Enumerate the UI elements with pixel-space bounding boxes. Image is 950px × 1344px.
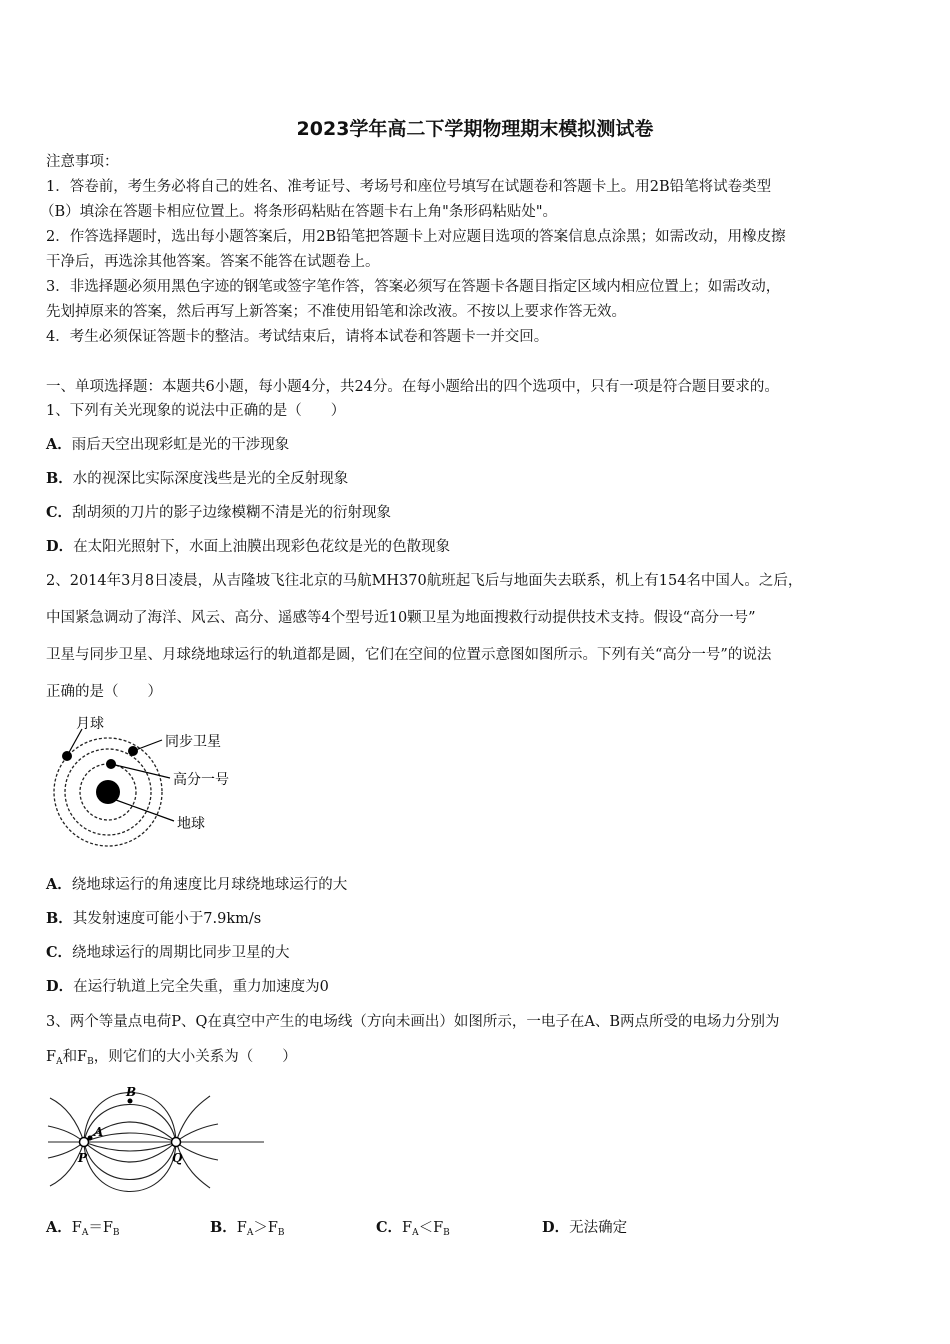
notice-line: 先划掉原来的答案，然后再写上新答案；不准使用铅笔和涂改液。不按以上要求作答无效。 xyxy=(46,304,626,320)
q3-option-a xyxy=(46,1218,120,1243)
option-text: 其发射速度可能小于7.9km/s xyxy=(72,911,262,927)
option-label: D． xyxy=(46,538,74,555)
notice-heading: 注意事项： xyxy=(46,154,119,170)
exam-title: 2023学年高二下学期物理期末模拟测试卷 xyxy=(296,118,654,140)
notice-line: 2．作答选择题时，选出每小题答案后，用2B铅笔把答题卡上对应题目选项的答案信息点涂黑；如需改动，用橡皮擦 xyxy=(46,229,786,245)
charge-q xyxy=(172,1138,181,1147)
moon-label: 月球 xyxy=(76,716,104,732)
q1-stem: 1、下列有关光现象的说法中正确的是（ ） xyxy=(46,403,346,419)
option-text: F xyxy=(433,1220,444,1236)
option-label: A． xyxy=(46,1219,72,1236)
q2-option-b xyxy=(46,909,261,929)
option-text: 无法确定 xyxy=(569,1220,628,1236)
option-label: B． xyxy=(46,910,73,927)
gaofen-label: 高分一号 xyxy=(173,772,229,788)
q1-option-a xyxy=(46,435,289,455)
sync-leader xyxy=(133,740,162,751)
option-text: 在太阳光照射下，水面上油膜出现彩色花纹是光的色散现象 xyxy=(73,539,451,555)
option-text: 刮胡须的刀片的影子边缘模糊不清是光的衍射现象 xyxy=(72,505,392,521)
field-line-diagram xyxy=(46,1082,266,1202)
notice-line: （B）填涂在答题卡相应位置上。将条形码粘贴在答题卡右上角"条形码粘贴处"。 xyxy=(40,204,557,220)
earth-leader xyxy=(116,800,174,821)
subscript: B xyxy=(87,1057,94,1067)
section-heading: 一、单项选择题：本题共6小题，每小题4分，共24分。在每小题给出的四个选项中，只有一项是符合题目要求的。 xyxy=(46,379,779,395)
option-label: C． xyxy=(46,504,73,521)
text-part: 和F xyxy=(62,1049,88,1065)
option-label: A． xyxy=(46,436,72,453)
option-text: F xyxy=(402,1220,413,1236)
option-label: B． xyxy=(46,470,73,487)
option-text: 绕地球运行的周期比同步卫星的大 xyxy=(72,945,290,961)
option-label: A． xyxy=(46,876,72,893)
option-text: ＞ xyxy=(253,1220,268,1236)
subscript: B xyxy=(443,1228,450,1238)
label-q: Q xyxy=(172,1151,183,1165)
point-b xyxy=(128,1099,133,1104)
q2-stem-line: 中国紧急调动了海洋、风云、高分、遥感等4个型号近10颗卫星为地面搜救行动提供技术支持。假设“高分一号” xyxy=(46,610,756,626)
option-label: D． xyxy=(542,1219,570,1236)
q2-stem-line: 2、2014年3月8日凌晨，从吉隆坡飞往北京的马航MH370航班起飞后与地面失去联系，机上有154名中国人。之后， xyxy=(46,573,803,589)
option-text: F xyxy=(102,1220,113,1236)
q3-stem-line: 3、两个等量点电荷P、Q在真空中产生的电场线（方向未画出）如图所示，一电子在A、B两点所受的电场力分别为 xyxy=(46,1014,780,1030)
option-text: ＜ xyxy=(418,1220,434,1236)
q1-option-d xyxy=(46,537,450,557)
q3-option-b xyxy=(210,1218,285,1243)
option-label: D． xyxy=(46,978,74,995)
option-text: ＝ xyxy=(88,1220,103,1236)
q2-option-a xyxy=(46,875,347,895)
label-b: B xyxy=(126,1085,137,1099)
subscript: A xyxy=(56,1057,63,1067)
text-part: ，则它们的大小关系为（ ） xyxy=(93,1049,297,1065)
option-label: C． xyxy=(376,1219,403,1236)
q2-option-c xyxy=(46,943,290,963)
option-text: 绕地球运行的角速度比月球绕地球运行的大 xyxy=(71,877,348,893)
q2-option-d xyxy=(46,977,329,997)
notice-line: 干净后，再选涂其他答案。答案不能答在试题卷上。 xyxy=(46,254,380,270)
q2-stem-line: 正确的是（ ） xyxy=(46,684,162,700)
gaofen-leader xyxy=(111,764,170,778)
q1-option-b xyxy=(46,469,348,489)
sync-label: 同步卫星 xyxy=(165,734,221,750)
notice-line: 1．答卷前，考生务必将自己的姓名、准考证号、考场号和座位号填写在试题卷和答题卡上。用2B铅笔将试卷类型 xyxy=(46,179,772,195)
earth-label: 地球 xyxy=(177,816,205,832)
notice-line: 3．非选择题必须用黑色字迹的钢笔或签字笔作答，答案必须写在答题卡各题目指定区域内相应位置上；如需改动， xyxy=(46,279,781,295)
option-label: B． xyxy=(210,1219,237,1236)
subscript: B xyxy=(112,1228,120,1238)
q3-option-c xyxy=(376,1218,450,1243)
orbit-diagram xyxy=(48,712,258,847)
subscript: A xyxy=(246,1228,254,1238)
text-part: F xyxy=(46,1049,57,1065)
subscript: B xyxy=(277,1228,285,1238)
notice-line: 4．考生必须保证答题卡的整洁。考试结束后，请将本试卷和答题卡一并交回。 xyxy=(46,329,549,345)
option-text: 雨后天空出现彩虹是光的干涉现象 xyxy=(71,437,290,453)
q3-stem-line xyxy=(46,1047,297,1072)
subscript: A xyxy=(81,1228,89,1238)
option-text: 在运行轨道上完全失重，重力加速度为0 xyxy=(73,979,329,995)
moon-leader xyxy=(67,729,82,756)
option-text: F xyxy=(236,1220,247,1236)
point-a xyxy=(88,1136,93,1141)
option-text: F xyxy=(267,1220,278,1236)
option-label: C． xyxy=(46,944,73,961)
label-a: A xyxy=(94,1125,104,1139)
q2-stem-line: 卫星与同步卫星、月球绕地球运行的轨道都是圆，它们在空间的位置示意图如图所示。下列有关“高分一号”的说法 xyxy=(46,647,772,663)
option-text: 水的视深比实际深度浅些是光的全反射现象 xyxy=(72,471,349,487)
option-text: F xyxy=(71,1220,82,1236)
q1-option-c xyxy=(46,503,391,523)
label-p: P xyxy=(78,1151,88,1165)
charge-p xyxy=(80,1138,89,1147)
subscript: A xyxy=(412,1228,419,1238)
q3-option-d xyxy=(542,1218,627,1238)
